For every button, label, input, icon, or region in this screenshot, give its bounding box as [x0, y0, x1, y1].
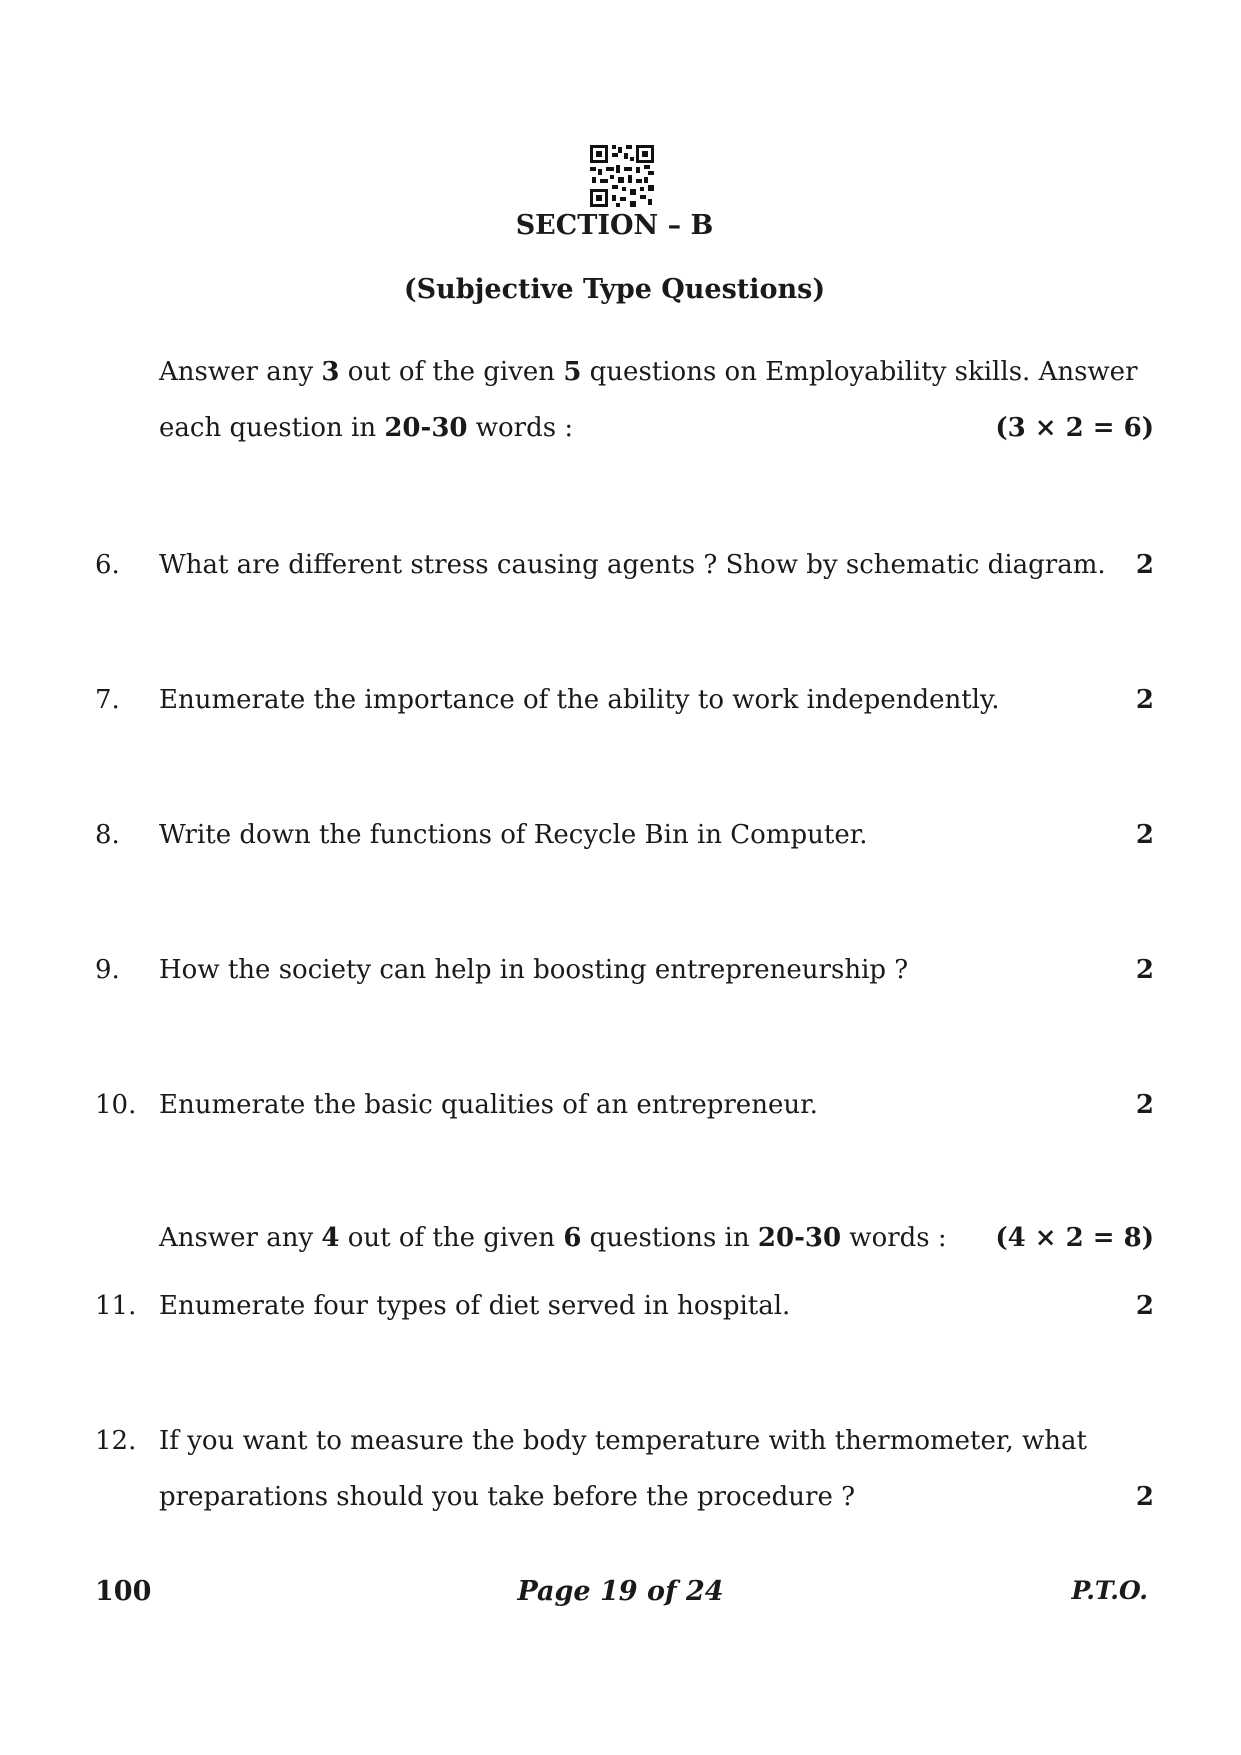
instruction-2-marks: (4 × 2 = 8) — [995, 1223, 1154, 1253]
section-title: SECTION – B — [515, 210, 714, 241]
qr-code — [590, 145, 654, 207]
question-number: 7. — [95, 685, 120, 715]
question-marks: 2 — [1135, 1482, 1154, 1512]
question-text: Write down the functions of Recycle Bin in Computer. — [159, 820, 868, 850]
question-text: What are different stress causing agents ? Show by schematic diagram. — [159, 550, 1106, 580]
question-marks: 2 — [1135, 685, 1154, 715]
question-number: 6. — [95, 550, 120, 580]
question-marks: 2 — [1135, 955, 1154, 985]
question-number: 9. — [95, 955, 120, 985]
question-text-line-2: preparations should you take before the procedure ? — [159, 1482, 856, 1512]
question-number: 8. — [95, 820, 120, 850]
question-marks: 2 — [1135, 1090, 1154, 1120]
question-text: Enumerate four types of diet served in hospital. — [159, 1291, 791, 1321]
question-number: 11. — [95, 1291, 137, 1321]
question-marks: 2 — [1135, 550, 1154, 580]
section-subtitle: (Subjective Type Questions) — [403, 274, 826, 305]
pto-label: P.T.O. — [1071, 1576, 1148, 1605]
page-number: Page 19 of 24 — [517, 1576, 724, 1607]
paper-code: 100 — [95, 1576, 152, 1607]
question-marks: 2 — [1135, 820, 1154, 850]
instruction-1-line-2: each question in 20-30 words : — [159, 413, 574, 443]
instruction-1-marks: (3 × 2 = 6) — [995, 413, 1154, 443]
question-text-line-1: If you want to measure the body temperature with thermometer, what — [159, 1426, 1087, 1456]
question-text: How the society can help in boosting entrepreneurship ? — [159, 955, 909, 985]
question-text: Enumerate the basic qualities of an entrepreneur. — [159, 1090, 818, 1120]
question-number: 12. — [95, 1426, 137, 1456]
instruction-2: Answer any 4 out of the given 6 questions in 20-30 words : — [159, 1223, 947, 1253]
question-text: Enumerate the importance of the ability to work independently. — [159, 685, 1000, 715]
question-number: 10. — [95, 1090, 137, 1120]
instruction-1-line-1: Answer any 3 out of the given 5 questions on Employability skills. Answer — [159, 357, 1138, 387]
question-marks: 2 — [1135, 1291, 1154, 1321]
